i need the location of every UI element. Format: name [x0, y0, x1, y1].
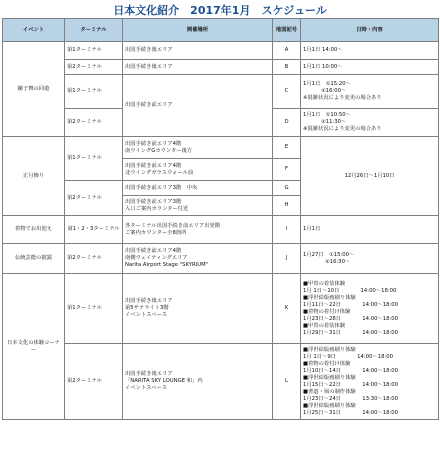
mark-cell: I	[273, 216, 301, 244]
event-cell: 獅子舞の回遊	[3, 42, 65, 137]
header-event: イベント	[3, 19, 65, 42]
datetime-cell: 1月1日	[301, 216, 439, 244]
date-line: ■浮世絵版画刷り体験	[303, 402, 356, 409]
mark-cell: J	[273, 244, 301, 274]
date-line: 1月27日 ①15:00～	[303, 251, 355, 258]
terminal-cell: 第2ターミナル	[65, 244, 123, 274]
venue-cell: 出国手続き前エリア3階 中央	[123, 181, 273, 196]
header-mark: 地図記号	[273, 19, 301, 42]
terminal-cell: 第1ターミナル	[65, 274, 123, 344]
venue-cell	[123, 274, 273, 344]
venue-cell: 出国手続き後エリア	[123, 60, 273, 75]
terminal-cell: 第2ターミナル	[65, 181, 123, 216]
venue-line: 出国手続き前エリア4階	[125, 248, 182, 254]
date-line: 1月23日～28日 14:00～18:00	[303, 315, 399, 322]
date-line: 1月11日～22日 14:00～18:00	[303, 301, 399, 308]
header-datetime: 日時・内容	[301, 19, 439, 42]
table-row	[3, 216, 439, 244]
venue-line: 南側ウェイティングエリア	[125, 255, 188, 261]
terminal-cell: 第2ターミナル	[65, 60, 123, 75]
datetime-cell	[301, 109, 439, 137]
datetime-cell: 1月1日 10:00～	[301, 60, 439, 75]
table-row	[3, 244, 439, 274]
venue-line: 北ウイングガラスウォール前	[125, 169, 194, 176]
mark-cell: D	[273, 109, 301, 137]
datetime-cell: 1月1日 14:00～	[301, 42, 439, 60]
venue-line: 出国手続き前エリア4階	[125, 162, 182, 169]
terminal-cell: 第1・2・3ターミナル	[65, 216, 123, 244]
venue-cell: 出国手続き後エリア	[123, 42, 273, 60]
date-line: ②16:00～	[321, 88, 347, 94]
date-line: ■浮世絵版画刷り体験	[303, 294, 356, 301]
event-cell: 伝統芸能の披露	[3, 244, 65, 274]
date-line: 1月10日～14日 14:00～18:00	[303, 367, 399, 374]
venue-line: 入口ご案内カウンター付近	[125, 205, 189, 212]
datetime-cell	[301, 274, 439, 344]
mark-cell: K	[273, 274, 301, 344]
header-terminal: ターミナル	[65, 19, 123, 42]
date-line: 1月25日～31日 14:00～18:00	[303, 409, 399, 416]
table-row	[3, 344, 439, 420]
venue-line: 第5サテライト3階	[125, 305, 169, 311]
venue-cell	[123, 216, 273, 244]
mark-cell: E	[273, 137, 301, 159]
mark-cell: H	[273, 196, 301, 216]
event-cell: 正月飾り	[3, 137, 65, 216]
date-line: 1月1日 ①15:20～	[303, 81, 351, 87]
table-row	[3, 42, 439, 60]
mark-cell: A	[273, 42, 301, 60]
date-line: 1月15日～22日 14:00～18:00	[303, 381, 399, 388]
header-row	[3, 19, 439, 42]
table-row	[3, 274, 439, 344]
date-line: 1月1日 ①10:50～	[303, 112, 351, 118]
table-row	[3, 75, 439, 109]
venue-cell	[123, 244, 273, 274]
venue-cell	[123, 196, 273, 216]
venue-cell: 出国手続き前エリア	[123, 75, 273, 137]
date-line: ■浮世絵版画刷り体験	[303, 346, 356, 353]
date-line: ■書道・凧の制作体験	[303, 388, 356, 395]
venue-line: 南ウイングGカウンター後方	[125, 147, 193, 154]
date-line: ■着物の着付け体験	[303, 360, 351, 367]
event-cell: 着物でお出迎え	[3, 216, 65, 244]
terminal-cell: 第1ターミナル	[65, 137, 123, 181]
datetime-cell: 12月26日～1月10日	[301, 137, 439, 216]
venue-line: 出国手続き前エリア3階	[125, 198, 182, 205]
venue-cell	[123, 137, 273, 159]
schedule-table	[2, 18, 439, 420]
venue-line: Narita Airport Stage "SKYRIUM"	[125, 262, 209, 268]
note-line: ※混雑状況により変更の場合あり	[303, 95, 382, 101]
date-line: 1月29日～31日 14:00～18:00	[303, 329, 399, 336]
date-line: ■浮世絵版画刷り体験	[303, 374, 356, 381]
venue-line: ご案内カウンター全8箇所	[125, 229, 187, 236]
venue-line: イベントスペース	[125, 385, 168, 391]
terminal-cell: 第1ターミナル	[65, 42, 123, 60]
datetime-cell	[301, 344, 439, 420]
venue-line: イベントスペース	[125, 312, 168, 318]
venue-line: 「NARITA SKY LOUNGE 和」内	[125, 378, 203, 384]
venue-line: 出国手続き後エリア	[125, 298, 173, 304]
date-line: ②11:30～	[321, 119, 347, 125]
mark-cell: L	[273, 344, 301, 420]
mark-cell: F	[273, 159, 301, 181]
date-line: 1月 1日～9日 14:00～18:00	[303, 353, 393, 360]
terminal-cell: 第1ターミナル	[65, 75, 123, 109]
table-row	[3, 60, 439, 75]
note-line: ※混雑状況により変更の場合あり	[303, 126, 382, 132]
venue-line: 各ターミナル出国手続き前エリア出発階	[125, 222, 221, 229]
date-line: ■甲冑の着装体験	[303, 280, 346, 287]
venue-cell	[123, 159, 273, 181]
mark-cell: G	[273, 181, 301, 196]
header-venue: 開催場所	[123, 19, 273, 42]
date-line: ②16:30～	[325, 258, 351, 265]
mark-cell: B	[273, 60, 301, 75]
date-line: 1月23日～24日 13:30～18:00	[303, 395, 399, 402]
date-line: ■甲冑の着装体験	[303, 322, 346, 329]
terminal-cell: 第2ターミナル	[65, 344, 123, 420]
datetime-cell	[301, 244, 439, 274]
terminal-cell: 第2ターミナル	[65, 109, 123, 137]
mark-cell: C	[273, 75, 301, 109]
event-cell: 日本文化の体験コーナー	[3, 274, 65, 420]
venue-cell	[123, 344, 273, 420]
venue-line: 出国手続き前エリア4階	[125, 140, 182, 147]
venue-line: 出国手続き後エリア	[125, 371, 173, 377]
table-row	[3, 137, 439, 159]
datetime-cell	[301, 75, 439, 109]
page-title: 日本文化紹介 2017年1月 スケジュール	[113, 4, 327, 17]
date-line: 1月 1日～10日 14:00～18:00	[303, 287, 397, 294]
date-line: ■着物の着付け体験	[303, 308, 351, 315]
